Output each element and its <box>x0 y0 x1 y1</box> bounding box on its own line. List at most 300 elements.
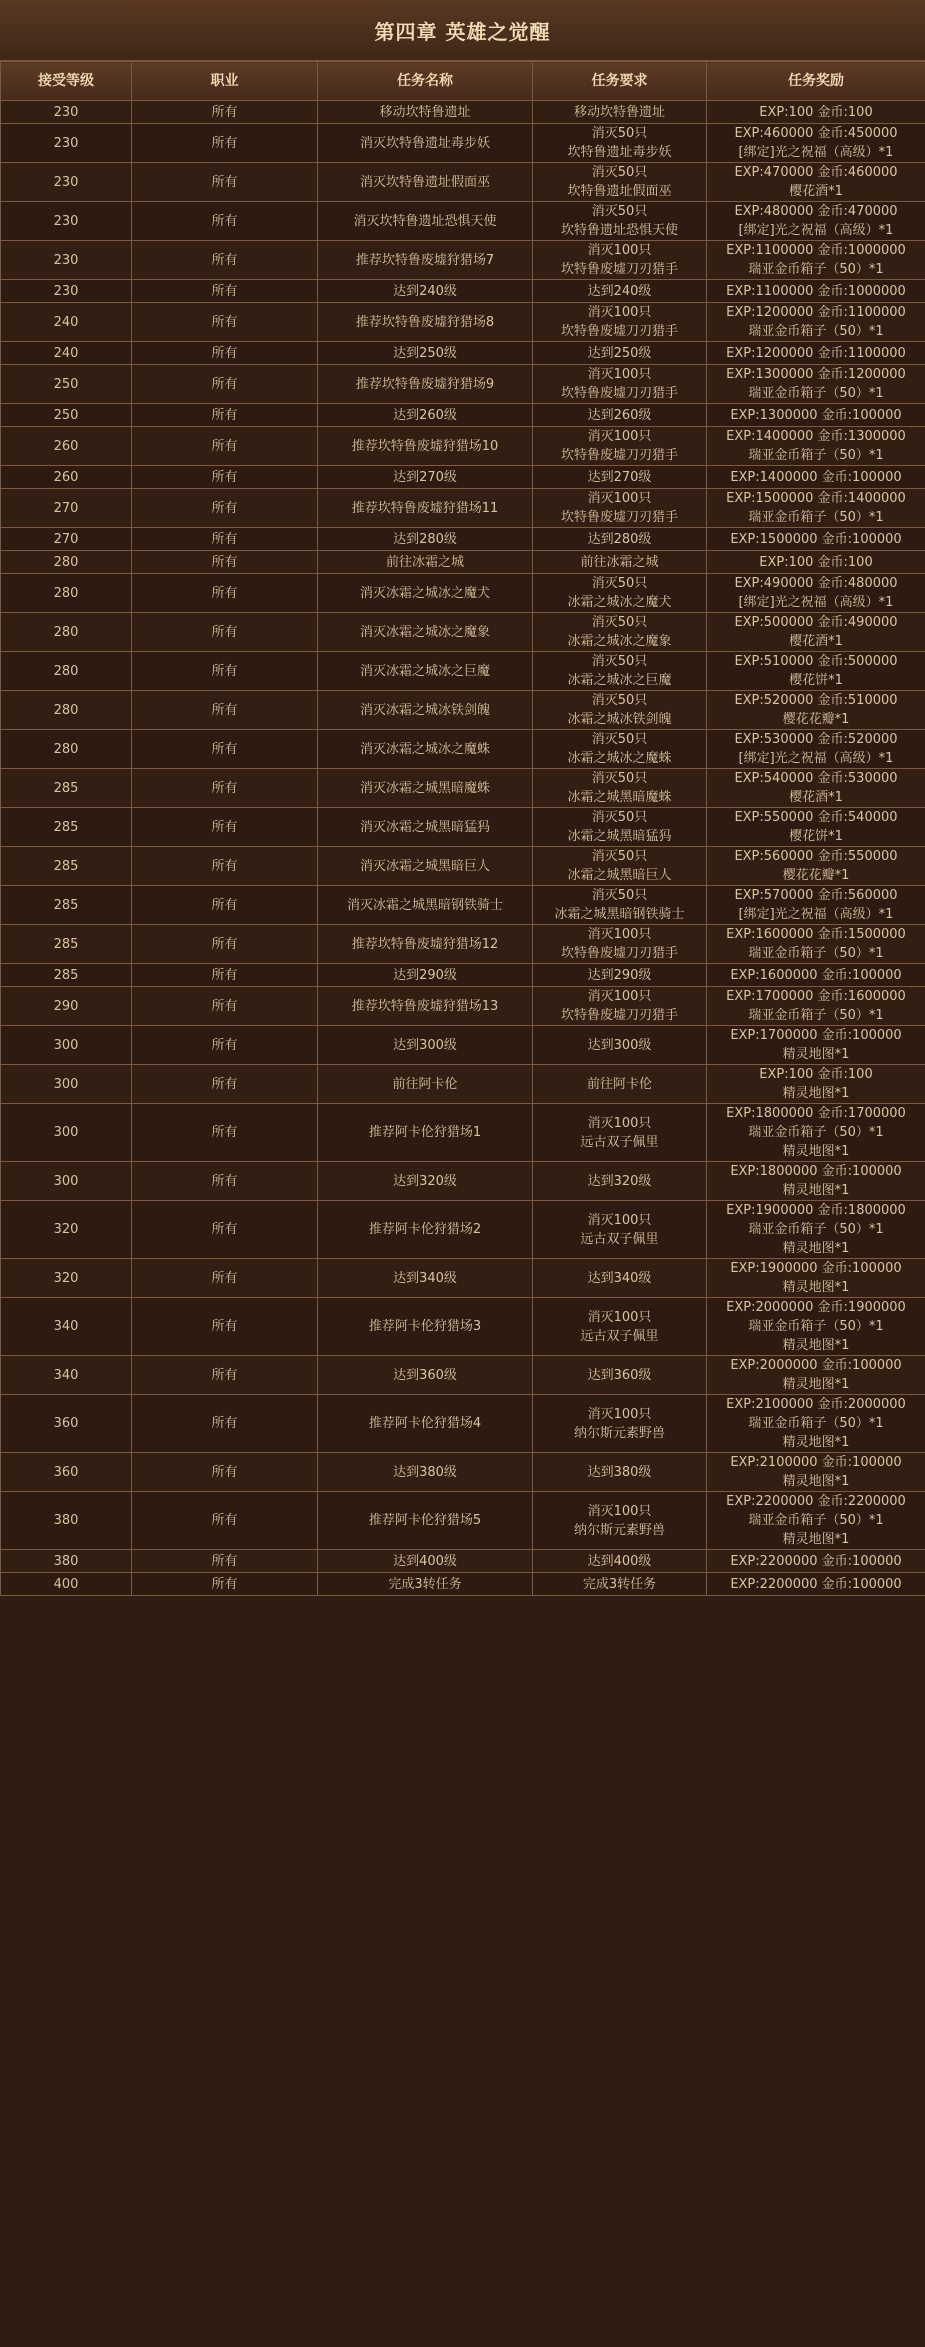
cell-reward <box>707 404 925 427</box>
cell-class: 所有 <box>132 303 318 342</box>
cell-requirement <box>533 613 707 652</box>
requirement-line: 消灭100只 <box>587 305 652 320</box>
cell-class: 所有 <box>132 427 318 466</box>
cell-class: 所有 <box>132 528 318 551</box>
cell-requirement <box>533 769 707 808</box>
reward-line: EXP:1700000 金币:100000 <box>730 1028 902 1043</box>
cell-reward <box>707 1026 925 1065</box>
requirement-line: 坎特鲁废墟刀刃猎手 <box>560 946 678 961</box>
reward-line: 瑞亚金币箱子（50）*1 <box>748 1513 884 1528</box>
requirement-line: 达到320级 <box>587 1173 652 1189</box>
cell-class: 所有 <box>132 101 318 124</box>
table-row <box>1 574 925 613</box>
cell-quest-name: 消灭坎特鲁遗址毒步妖 <box>318 124 533 163</box>
header-quest-name: 任务名称 <box>318 62 533 101</box>
reward-line: 樱花花瓣*1 <box>782 712 850 727</box>
cell-level: 300 <box>1 1065 132 1104</box>
cell-level: 285 <box>1 964 132 987</box>
cell-level: 360 <box>1 1395 132 1453</box>
cell-quest-name: 推荐阿卡伦狩猎场1 <box>318 1104 533 1162</box>
requirement-line: 坎特鲁废墟刀刃猎手 <box>560 1008 678 1023</box>
cell-reward <box>707 1492 925 1550</box>
cell-class: 所有 <box>132 1065 318 1104</box>
cell-level: 280 <box>1 691 132 730</box>
requirement-line: 消灭100只 <box>587 989 652 1004</box>
cell-quest-name: 消灭冰霜之城黑暗猛犸 <box>318 808 533 847</box>
cell-class: 所有 <box>132 404 318 427</box>
cell-quest-name: 达到360级 <box>318 1356 533 1395</box>
requirement-line: 坎特鲁废墟刀刃猎手 <box>560 324 678 339</box>
cell-class: 所有 <box>132 1550 318 1573</box>
cell-quest-name: 达到340级 <box>318 1259 533 1298</box>
cell-requirement <box>533 691 707 730</box>
cell-quest-name: 消灭冰霜之城冰之魔犬 <box>318 574 533 613</box>
cell-level: 320 <box>1 1201 132 1259</box>
requirement-line: 冰霜之城黑暗巨人 <box>567 868 672 883</box>
cell-level: 280 <box>1 613 132 652</box>
cell-quest-name: 推荐坎特鲁废墟狩猎场10 <box>318 427 533 466</box>
cell-reward <box>707 730 925 769</box>
quest-table-body <box>1 101 925 1596</box>
table-row <box>1 101 925 124</box>
cell-class: 所有 <box>132 202 318 241</box>
table-row <box>1 241 925 280</box>
reward-line: 瑞亚金币箱子（50）*1 <box>748 1416 884 1431</box>
reward-line: 樱花酒*1 <box>789 184 843 199</box>
cell-level: 280 <box>1 652 132 691</box>
reward-line: 精灵地图*1 <box>782 1338 850 1353</box>
cell-level: 285 <box>1 925 132 964</box>
cell-requirement <box>533 1453 707 1492</box>
reward-line: EXP:460000 金币:450000 <box>734 126 898 141</box>
cell-quest-name: 推荐坎特鲁废墟狩猎场9 <box>318 365 533 404</box>
cell-requirement <box>533 163 707 202</box>
reward-line: [绑定]光之祝福（高级）*1 <box>738 907 894 922</box>
table-row <box>1 124 925 163</box>
requirement-line: 坎特鲁遗址假面巫 <box>567 184 672 199</box>
table-row <box>1 925 925 964</box>
cell-requirement <box>533 1492 707 1550</box>
cell-requirement <box>533 1201 707 1259</box>
table-row <box>1 404 925 427</box>
table-row <box>1 987 925 1026</box>
cell-requirement <box>533 1298 707 1356</box>
reward-line: 瑞亚金币箱子（50）*1 <box>748 262 884 277</box>
table-row <box>1 1395 925 1453</box>
cell-reward <box>707 652 925 691</box>
cell-level: 230 <box>1 101 132 124</box>
cell-quest-name: 移动坎特鲁遗址 <box>318 101 533 124</box>
requirement-line: 坎特鲁遗址毒步妖 <box>567 145 672 160</box>
cell-quest-name: 达到250级 <box>318 342 533 365</box>
cell-reward <box>707 1259 925 1298</box>
cell-reward <box>707 280 925 303</box>
reward-line: EXP:1500000 金币:1400000 <box>726 491 906 506</box>
requirement-line: 远古双子佩里 <box>580 1134 659 1150</box>
requirement-line: 坎特鲁废墟刀刃猎手 <box>560 510 678 525</box>
requirement-line: 消灭50只 <box>591 849 648 864</box>
table-row <box>1 652 925 691</box>
cell-reward <box>707 808 925 847</box>
cell-class: 所有 <box>132 1162 318 1201</box>
requirement-line: 达到280级 <box>587 531 652 547</box>
table-row <box>1 1550 925 1573</box>
reward-line: 精灵地图*1 <box>782 1047 850 1062</box>
requirement-line: 坎特鲁废墟刀刃猎手 <box>560 262 678 277</box>
reward-line: EXP:100 金币:100 <box>759 1067 873 1082</box>
reward-line: EXP:520000 金币:510000 <box>734 693 898 708</box>
requirement-line: 消灭100只 <box>587 1406 652 1422</box>
table-row <box>1 769 925 808</box>
cell-class: 所有 <box>132 1104 318 1162</box>
cell-class: 所有 <box>132 769 318 808</box>
requirement-line: 消灭50只 <box>591 732 648 747</box>
cell-reward <box>707 1104 925 1162</box>
cell-level: 230 <box>1 202 132 241</box>
cell-level: 280 <box>1 551 132 574</box>
cell-quest-name: 推荐阿卡伦狩猎场4 <box>318 1395 533 1453</box>
cell-level: 380 <box>1 1492 132 1550</box>
cell-level: 250 <box>1 404 132 427</box>
requirement-line: 达到360级 <box>587 1367 652 1383</box>
cell-level: 270 <box>1 489 132 528</box>
reward-line: [绑定]光之祝福（高级）*1 <box>738 223 894 238</box>
requirement-line: 消灭50只 <box>591 204 648 219</box>
cell-requirement <box>533 1395 707 1453</box>
cell-reward <box>707 925 925 964</box>
requirement-line: 前往阿卡伦 <box>586 1076 652 1092</box>
cell-requirement <box>533 241 707 280</box>
cell-reward <box>707 427 925 466</box>
reward-line: 瑞亚金币箱子（50）*1 <box>748 946 884 961</box>
requirement-line: 消灭50只 <box>591 576 648 591</box>
reward-line: EXP:1800000 金币:1700000 <box>726 1106 906 1121</box>
reward-line: EXP:1900000 金币:100000 <box>730 1261 902 1276</box>
reward-line: 樱花酒*1 <box>789 790 843 805</box>
requirement-line: 达到380级 <box>587 1464 652 1480</box>
reward-line: [绑定]光之祝福（高级）*1 <box>738 751 894 766</box>
reward-line: [绑定]光之祝福（高级）*1 <box>738 595 894 610</box>
requirement-line: 消灭50只 <box>591 693 648 708</box>
reward-line: 精灵地图*1 <box>782 1435 850 1450</box>
cell-requirement <box>533 427 707 466</box>
requirement-line: 坎特鲁遗址恐惧天使 <box>560 223 678 238</box>
reward-line: EXP:1800000 金币:100000 <box>730 1164 902 1179</box>
requirement-line: 消灭100只 <box>587 429 652 444</box>
cell-level: 300 <box>1 1162 132 1201</box>
reward-line: 精灵地图*1 <box>782 1532 850 1547</box>
cell-requirement <box>533 124 707 163</box>
header-reward: 任务奖励 <box>707 62 925 101</box>
table-row <box>1 303 925 342</box>
table-row <box>1 528 925 551</box>
reward-line: 精灵地图*1 <box>782 1241 850 1256</box>
requirement-line: 消灭100只 <box>587 1115 652 1131</box>
cell-quest-name: 达到300级 <box>318 1026 533 1065</box>
cell-reward <box>707 124 925 163</box>
cell-class: 所有 <box>132 1492 318 1550</box>
cell-reward <box>707 1356 925 1395</box>
cell-class: 所有 <box>132 730 318 769</box>
reward-line: 瑞亚金币箱子（50）*1 <box>748 1222 884 1237</box>
cell-class: 所有 <box>132 652 318 691</box>
table-row <box>1 730 925 769</box>
cell-requirement <box>533 528 707 551</box>
requirement-line: 移动坎特鲁遗址 <box>573 104 665 120</box>
cell-requirement <box>533 1259 707 1298</box>
cell-reward <box>707 202 925 241</box>
table-row <box>1 1104 925 1162</box>
cell-reward <box>707 466 925 489</box>
requirement-line: 消灭50只 <box>591 654 648 669</box>
cell-quest-name: 达到400级 <box>318 1550 533 1573</box>
table-row <box>1 613 925 652</box>
table-row <box>1 1453 925 1492</box>
cell-class: 所有 <box>132 1026 318 1065</box>
cell-class: 所有 <box>132 1259 318 1298</box>
cell-quest-name: 前往冰霜之城 <box>318 551 533 574</box>
cell-quest-name: 推荐坎特鲁废墟狩猎场11 <box>318 489 533 528</box>
reward-line: EXP:1700000 金币:1600000 <box>726 989 906 1004</box>
cell-reward <box>707 886 925 925</box>
requirement-line: 冰霜之城冰铁剑魄 <box>567 712 672 727</box>
cell-level: 280 <box>1 730 132 769</box>
cell-quest-name: 消灭冰霜之城黑暗巨人 <box>318 847 533 886</box>
reward-line: EXP:1100000 金币:1000000 <box>726 243 906 258</box>
table-row <box>1 1026 925 1065</box>
requirement-line: 消灭50只 <box>591 615 648 630</box>
reward-line: EXP:470000 金币:460000 <box>734 165 898 180</box>
requirement-line: 达到250级 <box>587 345 652 361</box>
reward-line: 精灵地图*1 <box>782 1144 850 1159</box>
cell-requirement <box>533 303 707 342</box>
cell-requirement <box>533 964 707 987</box>
cell-level: 320 <box>1 1259 132 1298</box>
table-row <box>1 466 925 489</box>
cell-level: 300 <box>1 1026 132 1065</box>
cell-quest-name: 推荐阿卡伦狩猎场2 <box>318 1201 533 1259</box>
cell-requirement <box>533 1104 707 1162</box>
header-requirement: 任务要求 <box>533 62 707 101</box>
cell-class: 所有 <box>132 124 318 163</box>
requirement-line: 达到270级 <box>587 469 652 485</box>
table-row <box>1 1259 925 1298</box>
cell-requirement <box>533 1550 707 1573</box>
requirement-line: 完成3转任务 <box>582 1576 657 1592</box>
table-row <box>1 1492 925 1550</box>
cell-requirement <box>533 808 707 847</box>
cell-quest-name: 推荐坎特鲁废墟狩猎场7 <box>318 241 533 280</box>
cell-quest-name: 消灭坎特鲁遗址恐惧天使 <box>318 202 533 241</box>
cell-class: 所有 <box>132 964 318 987</box>
reward-line: 瑞亚金币箱子（50）*1 <box>748 324 884 339</box>
cell-requirement <box>533 1162 707 1201</box>
cell-class: 所有 <box>132 365 318 404</box>
table-row <box>1 427 925 466</box>
requirement-line: 远古双子佩里 <box>580 1328 659 1344</box>
cell-class: 所有 <box>132 886 318 925</box>
reward-line: EXP:1400000 金币:1300000 <box>726 429 906 444</box>
cell-quest-name: 消灭冰霜之城黑暗魔蛛 <box>318 769 533 808</box>
table-row <box>1 202 925 241</box>
reward-line: EXP:2200000 金币:2200000 <box>726 1494 906 1509</box>
cell-class: 所有 <box>132 925 318 964</box>
table-row <box>1 964 925 987</box>
cell-quest-name: 达到280级 <box>318 528 533 551</box>
requirement-line: 消灭100只 <box>587 1309 652 1325</box>
cell-level: 340 <box>1 1356 132 1395</box>
reward-line: EXP:2200000 金币:100000 <box>730 1576 902 1592</box>
cell-quest-name: 推荐坎特鲁废墟狩猎场8 <box>318 303 533 342</box>
table-row <box>1 886 925 925</box>
cell-reward <box>707 964 925 987</box>
reward-line: 樱花饼*1 <box>789 673 843 688</box>
cell-requirement <box>533 847 707 886</box>
cell-quest-name: 推荐阿卡伦狩猎场3 <box>318 1298 533 1356</box>
cell-class: 所有 <box>132 808 318 847</box>
cell-level: 290 <box>1 987 132 1026</box>
cell-requirement <box>533 280 707 303</box>
reward-line: 樱花酒*1 <box>789 634 843 649</box>
requirement-line: 远古双子佩里 <box>580 1231 659 1247</box>
table-row <box>1 847 925 886</box>
reward-line: EXP:500000 金币:490000 <box>734 615 898 630</box>
table-row <box>1 1298 925 1356</box>
cell-reward <box>707 987 925 1026</box>
cell-quest-name: 消灭冰霜之城冰之魔蛛 <box>318 730 533 769</box>
table-row <box>1 1573 925 1596</box>
cell-requirement <box>533 730 707 769</box>
cell-level: 260 <box>1 427 132 466</box>
cell-class: 所有 <box>132 574 318 613</box>
requirement-line: 消灭100只 <box>587 243 652 258</box>
cell-class: 所有 <box>132 1573 318 1596</box>
cell-class: 所有 <box>132 1356 318 1395</box>
bottom-strip <box>0 1596 925 1617</box>
requirement-line: 冰霜之城黑暗猛犸 <box>567 829 672 844</box>
reward-line: EXP:1600000 金币:100000 <box>730 967 902 983</box>
reward-line: EXP:540000 金币:530000 <box>734 771 898 786</box>
reward-line: EXP:2000000 金币:1900000 <box>726 1300 906 1315</box>
cell-level: 250 <box>1 365 132 404</box>
cell-level: 300 <box>1 1104 132 1162</box>
cell-reward <box>707 101 925 124</box>
requirement-line: 纳尔斯元素野兽 <box>573 1425 665 1441</box>
reward-line: EXP:1100000 金币:1000000 <box>726 283 906 299</box>
table-row <box>1 163 925 202</box>
reward-line: EXP:2000000 金币:100000 <box>730 1358 902 1373</box>
requirement-line: 消灭100只 <box>587 927 652 942</box>
cell-reward <box>707 489 925 528</box>
cell-class: 所有 <box>132 691 318 730</box>
cell-reward <box>707 1550 925 1573</box>
cell-level: 360 <box>1 1453 132 1492</box>
cell-requirement <box>533 342 707 365</box>
cell-class: 所有 <box>132 241 318 280</box>
reward-line: EXP:530000 金币:520000 <box>734 732 898 747</box>
cell-quest-name: 消灭冰霜之城冰之巨魔 <box>318 652 533 691</box>
reward-line: 瑞亚金币箱子（50）*1 <box>748 1125 884 1140</box>
title-bar <box>0 0 925 61</box>
table-row <box>1 691 925 730</box>
requirement-line: 纳尔斯元素野兽 <box>573 1522 665 1538</box>
cell-reward <box>707 303 925 342</box>
cell-reward <box>707 551 925 574</box>
cell-reward <box>707 847 925 886</box>
requirement-line: 坎特鲁废墟刀刃猎手 <box>560 386 678 401</box>
requirement-line: 达到400级 <box>587 1553 652 1569</box>
reward-line: EXP:480000 金币:470000 <box>734 204 898 219</box>
requirement-line: 冰霜之城黑暗钢铁骑士 <box>554 907 685 922</box>
reward-line: EXP:100 金币:100 <box>759 554 873 570</box>
cell-level: 280 <box>1 574 132 613</box>
cell-level: 400 <box>1 1573 132 1596</box>
reward-line: EXP:1600000 金币:1500000 <box>726 927 906 942</box>
cell-requirement <box>533 652 707 691</box>
requirement-line: 消灭100只 <box>587 1212 652 1228</box>
cell-requirement <box>533 1356 707 1395</box>
reward-line: 精灵地图*1 <box>782 1086 850 1101</box>
reward-line: 瑞亚金币箱子（50）*1 <box>748 386 884 401</box>
cell-requirement <box>533 551 707 574</box>
reward-line: 精灵地图*1 <box>782 1183 850 1198</box>
requirement-line: 达到290级 <box>587 967 652 983</box>
quest-table <box>0 61 925 1596</box>
table-row <box>1 365 925 404</box>
cell-class: 所有 <box>132 342 318 365</box>
cell-requirement <box>533 987 707 1026</box>
reward-line: EXP:550000 金币:540000 <box>734 810 898 825</box>
cell-requirement <box>533 365 707 404</box>
cell-reward <box>707 1201 925 1259</box>
header-class: 职业 <box>132 62 318 101</box>
cell-quest-name: 消灭冰霜之城冰之魔象 <box>318 613 533 652</box>
cell-reward <box>707 1453 925 1492</box>
cell-reward <box>707 613 925 652</box>
requirement-line: 消灭100只 <box>587 491 652 506</box>
cell-class: 所有 <box>132 613 318 652</box>
reward-line: 精灵地图*1 <box>782 1377 850 1392</box>
cell-requirement <box>533 404 707 427</box>
reward-line: EXP:570000 金币:560000 <box>734 888 898 903</box>
cell-reward <box>707 1395 925 1453</box>
cell-level: 285 <box>1 847 132 886</box>
cell-level: 285 <box>1 808 132 847</box>
cell-quest-name: 达到260级 <box>318 404 533 427</box>
cell-level: 260 <box>1 466 132 489</box>
table-row <box>1 280 925 303</box>
cell-requirement <box>533 101 707 124</box>
cell-level: 270 <box>1 528 132 551</box>
reward-line: 樱花饼*1 <box>789 829 843 844</box>
table-row <box>1 1201 925 1259</box>
requirement-line: 冰霜之城黑暗魔蛛 <box>567 790 672 805</box>
requirement-line: 冰霜之城冰之魔犬 <box>567 595 672 610</box>
cell-level: 340 <box>1 1298 132 1356</box>
cell-reward <box>707 574 925 613</box>
cell-reward <box>707 163 925 202</box>
cell-class: 所有 <box>132 1201 318 1259</box>
reward-line: 精灵地图*1 <box>782 1474 850 1489</box>
reward-line: EXP:1900000 金币:1800000 <box>726 1203 906 1218</box>
cell-requirement <box>533 574 707 613</box>
reward-line: 瑞亚金币箱子（50）*1 <box>748 1319 884 1334</box>
cell-class: 所有 <box>132 1395 318 1453</box>
cell-reward <box>707 769 925 808</box>
reward-line: [绑定]光之祝福（高级）*1 <box>738 145 894 160</box>
cell-level: 230 <box>1 163 132 202</box>
cell-requirement <box>533 1065 707 1104</box>
